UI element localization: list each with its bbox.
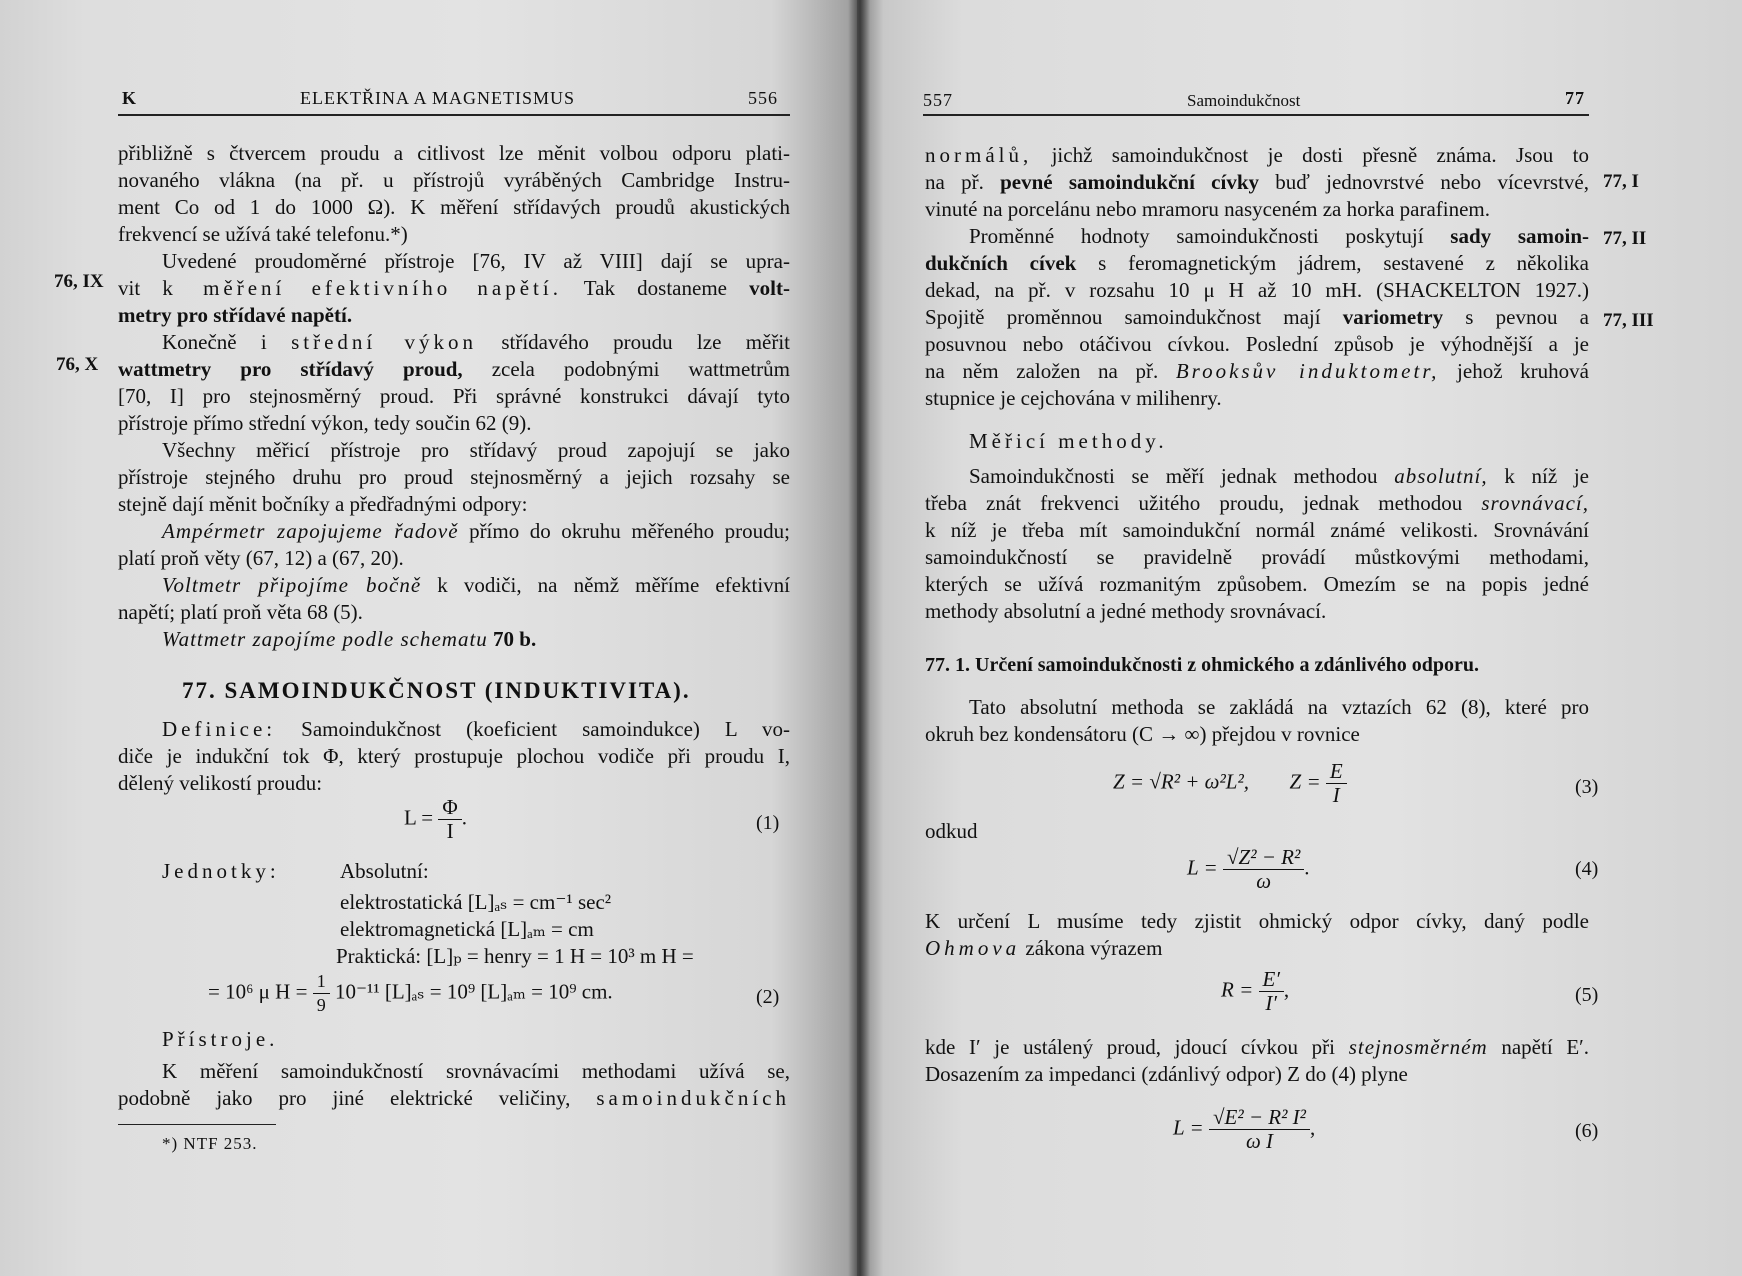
eq-punct: .	[461, 805, 468, 830]
header-rule	[923, 114, 1589, 116]
methods-heading: Měřicí methody.	[969, 429, 1168, 453]
spaced-text: normálů,	[925, 143, 1033, 167]
page-number: 557	[923, 90, 953, 110]
spaced-text: Definice:	[162, 717, 277, 741]
text-line	[925, 223, 1589, 250]
page-number: 556	[748, 88, 778, 108]
spaced-text: k měření efektivního napětí.	[162, 276, 562, 300]
text-line	[925, 250, 1589, 277]
subsection-title: 77. 1. Určení samoindukčnosti z ohmického a zdánlivého odporu.	[925, 654, 1479, 676]
denominator: 9	[316, 995, 326, 1015]
text-line: okruh bez kondensátoru (C → ∞) přejdou v rovnice	[925, 722, 1360, 746]
text-line: odkud	[925, 819, 978, 843]
instruments-label: Přístroje.	[162, 1027, 279, 1051]
equation-2	[208, 970, 613, 1017]
text-line	[118, 716, 790, 743]
spaced-text: střední výkon	[291, 330, 478, 354]
text-span: jichž samoindukčnost je dosti přesně známa. Jsou to	[1032, 143, 1589, 167]
eq-punct: ,	[1283, 977, 1290, 1002]
header-title: ELEKTŘINA A MAGNETISMUS	[300, 88, 576, 108]
eq-lhs: R =	[1221, 977, 1254, 1002]
text-line	[118, 356, 790, 383]
text-span: Tak dostaneme	[561, 276, 750, 300]
text-span: vit	[118, 276, 163, 300]
left-page	[0, 0, 857, 1276]
eq-part: = 10⁶ μ H =	[208, 979, 308, 1004]
bold-term: dukčních cívek	[925, 251, 1077, 275]
text-line: napětí; platí proň věta 68 (5).	[118, 600, 363, 624]
text-line	[925, 490, 1589, 517]
text-line	[118, 275, 790, 302]
text-span: Proměnné hodnoty samoindukčnosti poskytují	[969, 224, 1451, 248]
text-line: K určení L musíme tedy zjistit ohmický odpor cívky, daný podle	[925, 909, 1589, 933]
fraction	[438, 796, 461, 843]
numerator: √Z² − R²	[1223, 846, 1304, 870]
italic-text: Voltmetr připojíme bočně	[162, 573, 422, 597]
text-line: platí proň věty (67, 12) a (67, 20).	[118, 546, 404, 570]
italic-text: Brooksův induktometr,	[1175, 359, 1440, 383]
equation-3	[1113, 760, 1347, 807]
eq-part: Z =	[1289, 769, 1321, 794]
text-span: s feromagnetickým jádrem, sestavené z několika	[1076, 251, 1589, 275]
right-body	[925, 142, 1589, 412]
header-title: Samoindukčnost	[1187, 91, 1301, 110]
equation-1	[404, 796, 467, 843]
definition-block	[118, 716, 790, 797]
text-span: podobně jako pro jiné elektrické veličiny,	[118, 1086, 597, 1110]
bold-term: wattmetry pro střídavý proud,	[118, 357, 463, 381]
text-line: Všechny měřicí přístroje pro střídavý proud zapojují se jako	[162, 438, 790, 462]
fraction	[1326, 760, 1347, 807]
text-line	[118, 626, 790, 653]
text-span: 70 b.	[487, 627, 537, 651]
text-span: Spojitě proměnnou samoindukčnost mají	[925, 305, 1343, 329]
margin-ref: 77, I	[1603, 171, 1639, 192]
text-line	[925, 358, 1589, 385]
text-line: posuvnou nebo otáčivou cívkou. Poslední způsob je výhodnější a je	[925, 332, 1589, 356]
bold-term: sady samoin-	[1450, 224, 1590, 248]
header-letter: K	[122, 88, 138, 108]
numerator: Φ	[438, 796, 461, 820]
text-span: zcela podobnými wattmetrům	[462, 357, 790, 381]
header-rule	[118, 114, 790, 116]
text-line: kterých se užívá rozmanitým způsobem. Omezím se na popis jedné	[925, 572, 1589, 596]
italic-text: Ampérmetr zapojujeme řadově	[162, 519, 459, 543]
fraction	[1223, 846, 1304, 893]
italic-text: srovnávací,	[1481, 491, 1589, 515]
margin-ref: 77, III	[1603, 310, 1654, 331]
italic-text: absolutní,	[1394, 464, 1488, 488]
text-line	[925, 169, 1589, 196]
text-line: frekvencí se užívá také telefonu.*)	[118, 222, 408, 246]
units-absolute: Absolutní:	[340, 859, 429, 883]
text-line: přibližně s čtvercem proudu a citlivost lze měnit volbou odporu plati-	[118, 141, 790, 165]
margin-ref: 76, X	[56, 354, 99, 375]
left-body	[118, 140, 790, 653]
text-span: jehož kruhová	[1439, 359, 1589, 383]
methods-paragraph	[925, 463, 1589, 625]
text-line	[925, 463, 1589, 490]
bold-term: volt-	[749, 276, 790, 300]
unit-line: elektrostatická [L]ₐₛ = cm⁻¹ sec²	[340, 890, 612, 914]
book-gutter	[848, 0, 870, 1276]
numerator: E	[1326, 760, 1347, 784]
text-span: Samoindukčnost (koeficient samoindukce) L vo-	[276, 717, 790, 741]
numerator: 1	[313, 970, 330, 994]
denominator: I′	[1265, 991, 1277, 1015]
text-line: stejně dají měnit bočníky a předřadnými odpory:	[118, 492, 528, 516]
text-line: dělený velikostí proudu:	[118, 771, 323, 795]
eq-lhs: L =	[404, 805, 434, 830]
text-line	[925, 935, 1589, 962]
text-line	[925, 142, 1589, 169]
denominator: I	[446, 819, 454, 843]
equation-number: (2)	[756, 986, 780, 1008]
text-span: na něm založen na př.	[925, 359, 1176, 383]
equation-number: (5)	[1575, 984, 1599, 1006]
text-line: samoindukčností se pravidelně provádí můstkovými methodami,	[925, 545, 1589, 569]
text-line	[925, 1034, 1589, 1061]
text-line: [70, I] pro stejnosměrný proud. Při správné konstrukci dávají tyto	[118, 384, 790, 408]
text-line: methody absolutní a jedné methody srovnávací.	[925, 599, 1327, 623]
text-line: Dosazením za impedanci (zdánlivý odpor) Z do (4) plyne	[925, 1062, 1408, 1086]
eq-part: 10⁻¹¹ [L]ₐₛ = 10⁹ [L]ₐₘ = 10⁹ cm.	[334, 979, 613, 1004]
text-span: kde I′ je ustálený proud, jdoucí cívkou při	[925, 1035, 1349, 1059]
italic-text: stejnosměrném	[1348, 1035, 1488, 1059]
text-span: zákona výrazem	[1020, 936, 1163, 960]
numerator: E′	[1259, 968, 1284, 992]
fraction	[1259, 968, 1284, 1015]
unit-line: elektromagnetická [L]ₐₘ = cm	[340, 917, 594, 941]
text-line: K měření samoindukčností srovnávacími methodami užívá se,	[162, 1059, 790, 1083]
text-span: přímo do okruhu měřeného proudu;	[458, 519, 790, 543]
right-page	[857, 0, 1742, 1276]
text-line: k níž je třeba mít samoindukční normál známé velikosti. Srovnávání	[925, 518, 1589, 542]
text-line: stupnice je cejchována v milihenry.	[925, 386, 1222, 410]
text-span: Samoindukčnosti se měří jednak methodou	[969, 464, 1395, 488]
ohm-paragraph	[925, 908, 1589, 962]
text-line: Tato absolutní methoda se zakládá na vztazích 62 (8), které pro	[969, 695, 1589, 719]
text-line: přístroje stejného druhu pro proud stejnosměrný a jejich rozsahy se	[118, 465, 790, 489]
header-chapter: 77	[1565, 88, 1585, 108]
subsection-text	[925, 694, 1589, 748]
text-span: buď jednovrstvé nebo vícevrstvé,	[1259, 170, 1589, 194]
fraction	[1209, 1106, 1310, 1153]
text-span: napětí E′.	[1487, 1035, 1590, 1059]
bold-term: variometry	[1342, 305, 1444, 329]
equation-number: (3)	[1575, 776, 1599, 798]
text-line	[118, 572, 790, 599]
equation-6	[1173, 1106, 1315, 1153]
fraction	[313, 970, 330, 1017]
kde-paragraph	[925, 1034, 1589, 1088]
text-span: s pevnou a	[1443, 305, 1589, 329]
italic-text: Ohmova	[925, 936, 1021, 960]
bold-term: pevné samoindukční cívky	[1000, 170, 1260, 194]
text-span: Konečně i	[162, 330, 292, 354]
text-span: třeba znát frekvenci užitého proudu, jednak methodou	[925, 491, 1482, 515]
text-line: vinuté na porcelánu nebo mramoru nasyceném za horka parafinem.	[925, 197, 1491, 221]
text-line: ment Co od 1 do 1000 Ω). K měření střídavých proudů akustických	[118, 195, 790, 219]
denominator: I	[1332, 783, 1340, 807]
text-line: přístroje přímo střední výkon, tedy součin 62 (9).	[118, 411, 532, 435]
equation-5	[1221, 968, 1289, 1015]
denominator: ω I	[1245, 1129, 1274, 1153]
unit-line: Praktická: [L]ₚ = henry = 1 H = 10³ m H =	[336, 944, 694, 968]
text-span: k vodiči, na němž měříme efektivní	[421, 573, 790, 597]
spaced-text: samoindukčních	[596, 1086, 790, 1110]
text-span: k níž je	[1487, 464, 1590, 488]
equation-number: (6)	[1575, 1120, 1599, 1142]
text-line	[118, 518, 790, 545]
margin-ref: 76, IX	[54, 271, 104, 292]
text-line	[925, 304, 1589, 331]
equation-number: (1)	[756, 812, 780, 834]
margin-ref: 77, II	[1603, 228, 1647, 249]
italic-text: Wattmetr zapojíme podle schematu	[162, 627, 488, 651]
units-label: Jednotky:	[162, 859, 280, 883]
eq-lhs: L =	[1173, 1115, 1204, 1140]
equation-4	[1187, 846, 1310, 893]
text-line: novaného vlákna (na př. u přístrojů vyráběných Cambridge Instru-	[118, 168, 790, 192]
text-line: Uvedené proudoměrné přístroje [76, IV až VIII] dají se upra-	[162, 249, 790, 273]
text-span: na př.	[925, 170, 1001, 194]
closing-paragraph	[118, 1058, 790, 1112]
text-line	[118, 329, 790, 356]
text-line: diče je indukční tok Φ, který prostupuje plochou vodiče při proudu I,	[118, 744, 790, 768]
footnote-rule	[118, 1124, 276, 1125]
footnote: *) NTF 253.	[162, 1134, 258, 1153]
bold-term: metry pro střídavé napětí.	[118, 303, 353, 327]
numerator: √E² − R² I²	[1209, 1106, 1310, 1130]
eq-punct: ,	[1309, 1115, 1316, 1140]
eq-lhs: L =	[1187, 855, 1218, 880]
text-line: dekad, na př. v rozsahu 10 μ H až 10 mH. (SHACKELTON 1927.)	[925, 278, 1589, 302]
eq-punct: .	[1304, 855, 1310, 880]
equation-number: (4)	[1575, 858, 1599, 880]
section-title: 77. SAMOINDUKČNOST (INDUKTIVITA).	[182, 678, 691, 703]
text-line	[118, 1085, 790, 1112]
eq-part: Z = √R² + ω²L²,	[1113, 769, 1250, 794]
denominator: ω	[1256, 869, 1272, 893]
text-span: střídavého proudu lze měřit	[477, 330, 791, 354]
